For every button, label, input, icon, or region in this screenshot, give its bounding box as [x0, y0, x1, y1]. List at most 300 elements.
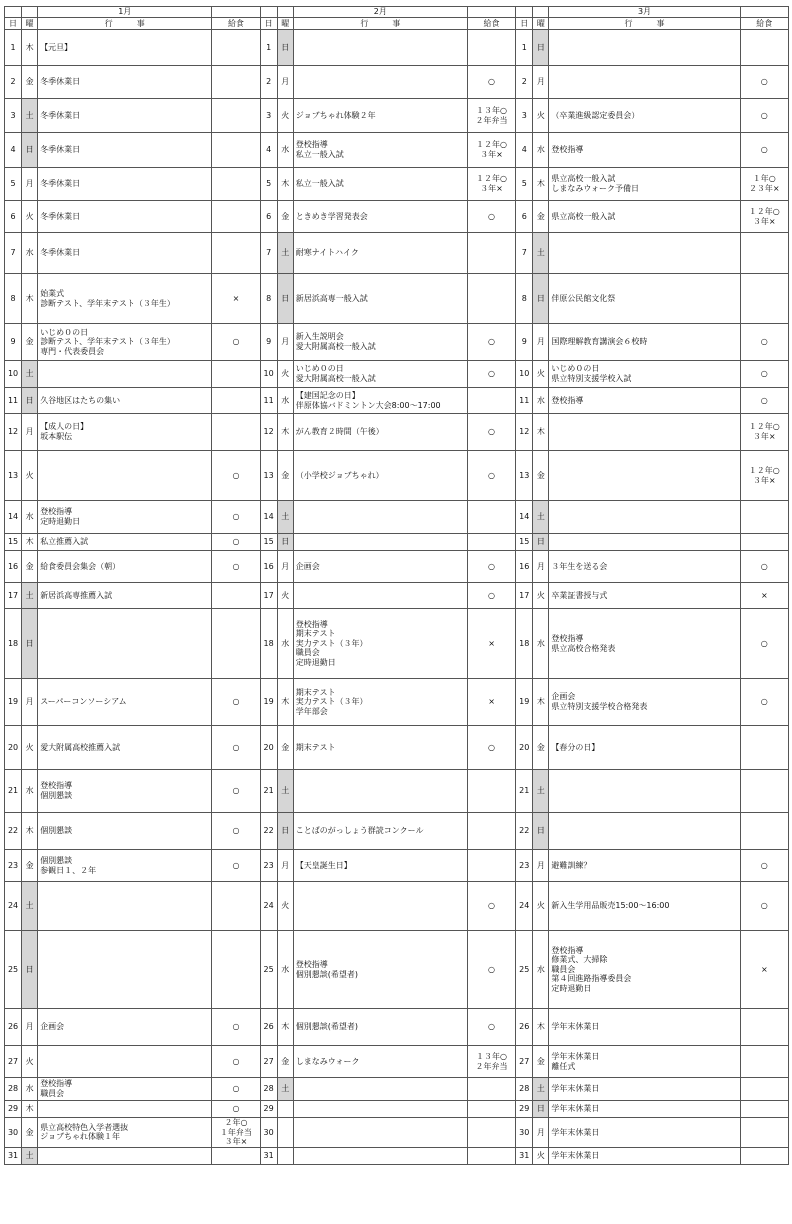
day-number: 23 — [516, 850, 533, 882]
lunch-status: １年○ ２３年× — [740, 168, 788, 201]
lunch-status: ○ — [212, 324, 260, 361]
lunch-status: ○ — [467, 931, 515, 1009]
event-text: 県立高校特色入学者選抜 ジョブちゃれ体験１年 — [38, 1118, 212, 1148]
event-text — [38, 931, 212, 1009]
month-spacer — [467, 7, 515, 18]
day-number: 27 — [260, 1046, 277, 1078]
weekday: 日 — [277, 534, 293, 551]
event-text: 期末テスト 実力テスト（３年） 学年部会 — [293, 679, 467, 726]
event-text — [38, 1046, 212, 1078]
lunch-status: ○ — [740, 99, 788, 133]
lunch-status: ○ — [740, 882, 788, 931]
event-text: 企画会 — [38, 1009, 212, 1046]
day-number: 1 — [260, 30, 277, 66]
lunch-status: ○ — [212, 1078, 260, 1101]
event-text: 卒業証書授与式 — [549, 583, 740, 609]
day-number: 15 — [260, 534, 277, 551]
weekday: 水 — [22, 770, 38, 813]
lunch-status — [212, 414, 260, 451]
school-calendar-table — [4, 6, 789, 1165]
day-number: 20 — [260, 726, 277, 770]
event-text: 避難訓練？ — [549, 850, 740, 882]
day-number: 14 — [260, 501, 277, 534]
event-text: 学年末休業日 — [549, 1101, 740, 1118]
event-text: 登校指導 私立一般入試 — [293, 133, 467, 168]
weekday: 土 — [277, 501, 293, 534]
event-text — [293, 534, 467, 551]
lunch-status: ○ — [740, 361, 788, 388]
day-number: 3 — [260, 99, 277, 133]
weekday: 日 — [277, 30, 293, 66]
weekday: 金 — [277, 1046, 293, 1078]
event-text: 新居浜高専一般入試 — [293, 274, 467, 324]
day-number: 3 — [516, 99, 533, 133]
lunch-status — [212, 133, 260, 168]
lunch-status: ２年○ １年弁当 ３年× — [212, 1118, 260, 1148]
weekday: 日 — [22, 133, 38, 168]
weekday: 月 — [22, 1009, 38, 1046]
month-spacer — [740, 7, 788, 18]
lunch-status — [740, 770, 788, 813]
day-row — [5, 388, 789, 414]
day-number: 12 — [5, 414, 22, 451]
weekday: 木 — [22, 534, 38, 551]
month-title: 3月 — [549, 7, 740, 18]
weekday: 月 — [277, 324, 293, 361]
weekday: 土 — [22, 361, 38, 388]
day-number: 9 — [516, 324, 533, 361]
lunch-status — [212, 583, 260, 609]
event-text: 私立推薦入試 — [38, 534, 212, 551]
lunch-status — [467, 770, 515, 813]
month-spacer — [516, 7, 533, 18]
weekday: 日 — [533, 274, 549, 324]
lunch-status — [212, 66, 260, 99]
event-text: 耐寒ナイトハイク — [293, 233, 467, 274]
lunch-status: ○ — [212, 770, 260, 813]
day-row — [5, 1009, 789, 1046]
day-number: 22 — [516, 813, 533, 850]
day-number: 19 — [516, 679, 533, 726]
day-number: 19 — [5, 679, 22, 726]
event-text: 登校指導 個別懇談(希望者) — [293, 931, 467, 1009]
event-text: 冬季休業日 — [38, 99, 212, 133]
day-row — [5, 882, 789, 931]
weekday-column-header: 曜 — [533, 18, 549, 30]
lunch-status: ○ — [212, 1101, 260, 1118]
day-number: 24 — [516, 882, 533, 931]
lunch-status: ○ — [467, 451, 515, 501]
lunch-status — [740, 1078, 788, 1101]
event-text: 国際理解教育講演会６校時 — [549, 324, 740, 361]
lunch-status: ○ — [212, 451, 260, 501]
day-row — [5, 133, 789, 168]
day-number: 21 — [516, 770, 533, 813]
event-text: 冬季休業日 — [38, 201, 212, 233]
weekday: 日 — [22, 388, 38, 414]
weekday: 火 — [533, 1147, 549, 1164]
lunch-status: １２年○ ３年× — [740, 414, 788, 451]
lunch-status: ○ — [467, 726, 515, 770]
event-text: 冬季休業日 — [38, 233, 212, 274]
event-text: 登校指導 定時退勤日 — [38, 501, 212, 534]
weekday: 火 — [277, 99, 293, 133]
weekday: 木 — [22, 1101, 38, 1118]
weekday: 木 — [533, 168, 549, 201]
events-column-header: 行 事 — [38, 18, 212, 30]
event-text: 新居浜高専推薦入試 — [38, 583, 212, 609]
event-text — [549, 770, 740, 813]
event-text: ３年生を送る会 — [549, 551, 740, 583]
day-number: 10 — [260, 361, 277, 388]
event-text — [38, 1147, 212, 1164]
day-row — [5, 324, 789, 361]
day-column-header: 日 — [260, 18, 277, 30]
meal-column-header: 給食 — [212, 18, 260, 30]
lunch-status: ○ — [467, 66, 515, 99]
weekday: 水 — [22, 1078, 38, 1101]
lunch-status — [740, 726, 788, 770]
lunch-status: ○ — [212, 551, 260, 583]
events-column-header: 行 事 — [293, 18, 467, 30]
event-text — [549, 233, 740, 274]
day-number: 8 — [516, 274, 533, 324]
lunch-status — [467, 501, 515, 534]
day-number: 26 — [260, 1009, 277, 1046]
meal-column-header: 給食 — [740, 18, 788, 30]
lunch-status — [740, 1009, 788, 1046]
day-row — [5, 1147, 789, 1164]
weekday: 土 — [22, 583, 38, 609]
weekday: 月 — [533, 1118, 549, 1148]
event-text: いじめ０の日 診断テスト、学年末テスト（３年生） 専門・代表委員会 — [38, 324, 212, 361]
weekday: 土 — [277, 233, 293, 274]
event-text — [38, 451, 212, 501]
day-number: 10 — [516, 361, 533, 388]
day-row — [5, 931, 789, 1009]
event-text — [549, 30, 740, 66]
day-number: 28 — [260, 1078, 277, 1101]
day-number: 17 — [5, 583, 22, 609]
weekday: 月 — [533, 850, 549, 882]
day-row — [5, 361, 789, 388]
month-header-row — [5, 7, 789, 18]
event-text: 始業式 診断テスト、学年末テスト（３年生） — [38, 274, 212, 324]
event-text: 久谷地区はたちの集い — [38, 388, 212, 414]
event-text — [293, 1078, 467, 1101]
day-number: 9 — [5, 324, 22, 361]
day-number: 25 — [5, 931, 22, 1009]
event-text: ことばのがっしょう群読コンクール — [293, 813, 467, 850]
lunch-status: ○ — [740, 551, 788, 583]
lunch-status — [467, 1078, 515, 1101]
day-number: 25 — [516, 931, 533, 1009]
day-number: 31 — [516, 1147, 533, 1164]
lunch-status: ○ — [740, 850, 788, 882]
day-row — [5, 201, 789, 233]
lunch-status: ○ — [740, 679, 788, 726]
lunch-status — [212, 1147, 260, 1164]
day-row — [5, 609, 789, 679]
lunch-status: ○ — [467, 882, 515, 931]
day-number: 24 — [260, 882, 277, 931]
weekday: 水 — [533, 133, 549, 168]
event-text: 【天皇誕生日】 — [293, 850, 467, 882]
weekday: 月 — [22, 168, 38, 201]
event-text: 【春分の日】 — [549, 726, 740, 770]
weekday: 木 — [22, 30, 38, 66]
day-number: 24 — [5, 882, 22, 931]
lunch-status — [467, 534, 515, 551]
day-number: 30 — [260, 1118, 277, 1148]
weekday: 水 — [277, 931, 293, 1009]
event-text: 学年末休業日 — [549, 1078, 740, 1101]
day-row — [5, 99, 789, 133]
month-title: 2月 — [293, 7, 467, 18]
event-text: 県立高校一般入試 しまなみウォーク予備日 — [549, 168, 740, 201]
day-number: 30 — [5, 1118, 22, 1148]
event-text — [293, 30, 467, 66]
lunch-status: ○ — [212, 1046, 260, 1078]
event-text — [293, 770, 467, 813]
lunch-status: １２年○ ３年× — [740, 201, 788, 233]
weekday: 月 — [277, 66, 293, 99]
day-number: 25 — [260, 931, 277, 1009]
event-text: 登校指導 — [549, 388, 740, 414]
event-text — [293, 1147, 467, 1164]
lunch-status — [740, 233, 788, 274]
day-number: 2 — [5, 66, 22, 99]
day-row — [5, 168, 789, 201]
day-number: 17 — [260, 583, 277, 609]
month-spacer — [22, 7, 38, 18]
weekday: 火 — [277, 882, 293, 931]
day-row — [5, 551, 789, 583]
day-column-header: 日 — [5, 18, 22, 30]
month-spacer — [277, 7, 293, 18]
weekday: 木 — [22, 274, 38, 324]
weekday: 火 — [22, 201, 38, 233]
weekday: 木 — [22, 813, 38, 850]
weekday: 日 — [533, 30, 549, 66]
day-number: 6 — [260, 201, 277, 233]
meal-column-header: 給食 — [467, 18, 515, 30]
event-text: 愛大附属高校推薦入試 — [38, 726, 212, 770]
lunch-status — [212, 30, 260, 66]
event-text — [293, 501, 467, 534]
lunch-status — [740, 1101, 788, 1118]
lunch-status: × — [740, 583, 788, 609]
day-number: 3 — [5, 99, 22, 133]
day-row — [5, 534, 789, 551]
lunch-status: ○ — [740, 609, 788, 679]
weekday: 木 — [533, 1009, 549, 1046]
weekday: 金 — [22, 850, 38, 882]
day-number: 26 — [5, 1009, 22, 1046]
day-row — [5, 583, 789, 609]
event-text: 企画会 県立特別支援学校合格発表 — [549, 679, 740, 726]
weekday: 木 — [277, 679, 293, 726]
event-text — [293, 583, 467, 609]
event-text: 登校指導 県立高校合格発表 — [549, 609, 740, 679]
day-number: 13 — [5, 451, 22, 501]
weekday: 土 — [533, 233, 549, 274]
event-text: 冬季休業日 — [38, 168, 212, 201]
day-number: 30 — [516, 1118, 533, 1148]
event-text — [293, 1118, 467, 1148]
weekday: 月 — [277, 850, 293, 882]
day-row — [5, 1046, 789, 1078]
month-title: 1月 — [38, 7, 212, 18]
lunch-status: × — [467, 609, 515, 679]
day-row — [5, 813, 789, 850]
lunch-status: × — [212, 274, 260, 324]
event-text: 伴原公民館文化祭 — [549, 274, 740, 324]
day-number: 31 — [260, 1147, 277, 1164]
lunch-status — [467, 1101, 515, 1118]
lunch-status — [467, 388, 515, 414]
weekday: 土 — [277, 770, 293, 813]
day-row — [5, 66, 789, 99]
lunch-status: ○ — [740, 388, 788, 414]
lunch-status — [740, 813, 788, 850]
lunch-status — [467, 1147, 515, 1164]
day-number: 13 — [516, 451, 533, 501]
event-text: ジョブちゃれ体験２年 — [293, 99, 467, 133]
event-text: 個別懇談(希望者) — [293, 1009, 467, 1046]
event-text: （小学校ジョブちゃれ） — [293, 451, 467, 501]
day-number: 19 — [260, 679, 277, 726]
weekday: 土 — [533, 770, 549, 813]
day-number: 31 — [5, 1147, 22, 1164]
weekday: 火 — [22, 1046, 38, 1078]
weekday: 日 — [22, 931, 38, 1009]
weekday: 金 — [533, 1046, 549, 1078]
weekday: 水 — [533, 388, 549, 414]
day-number: 29 — [260, 1101, 277, 1118]
weekday: 火 — [533, 99, 549, 133]
day-number: 23 — [5, 850, 22, 882]
weekday: 水 — [277, 609, 293, 679]
day-number: 4 — [516, 133, 533, 168]
day-number: 14 — [5, 501, 22, 534]
lunch-status: ○ — [467, 551, 515, 583]
weekday: 月 — [22, 679, 38, 726]
weekday: 日 — [533, 813, 549, 850]
month-spacer — [5, 7, 22, 18]
day-row — [5, 233, 789, 274]
event-text: いじめ０の日 県立特別支援学校入試 — [549, 361, 740, 388]
event-text: （卒業進級認定委員会） — [549, 99, 740, 133]
event-text: 企画会 — [293, 551, 467, 583]
day-number: 15 — [516, 534, 533, 551]
day-row — [5, 1101, 789, 1118]
weekday: 水 — [277, 388, 293, 414]
event-text: 登校指導 職員会 — [38, 1078, 212, 1101]
weekday: 土 — [533, 501, 549, 534]
day-number: 22 — [5, 813, 22, 850]
weekday: 火 — [22, 451, 38, 501]
weekday: 火 — [533, 882, 549, 931]
weekday: 日 — [22, 609, 38, 679]
event-text — [293, 66, 467, 99]
day-number: 11 — [260, 388, 277, 414]
event-text: 登校指導 修業式、大掃除 職員会 第４回進路指導委員会 定時退勤日 — [549, 931, 740, 1009]
weekday: 金 — [22, 324, 38, 361]
lunch-status: ○ — [740, 66, 788, 99]
day-row — [5, 850, 789, 882]
events-column-header: 行 事 — [549, 18, 740, 30]
event-text: 学年末休業日 離任式 — [549, 1046, 740, 1078]
weekday: 水 — [533, 931, 549, 1009]
day-number: 1 — [5, 30, 22, 66]
day-number: 29 — [5, 1101, 22, 1118]
weekday: 日 — [533, 1101, 549, 1118]
lunch-status: × — [467, 679, 515, 726]
weekday — [277, 1101, 293, 1118]
lunch-status: ○ — [212, 679, 260, 726]
weekday: 金 — [533, 201, 549, 233]
event-text: ときめき学習発表会 — [293, 201, 467, 233]
day-number: 6 — [5, 201, 22, 233]
weekday: 金 — [22, 551, 38, 583]
day-number: 16 — [260, 551, 277, 583]
weekday: 金 — [277, 201, 293, 233]
lunch-status: ○ — [212, 1009, 260, 1046]
event-text — [293, 1101, 467, 1118]
day-number: 10 — [5, 361, 22, 388]
weekday: 日 — [277, 813, 293, 850]
event-text — [549, 66, 740, 99]
day-number: 13 — [260, 451, 277, 501]
lunch-status: ○ — [212, 813, 260, 850]
lunch-status — [740, 534, 788, 551]
event-text — [549, 813, 740, 850]
event-text: 【元旦】 — [38, 30, 212, 66]
lunch-status — [740, 274, 788, 324]
day-row — [5, 30, 789, 66]
event-text: 個別懇談 — [38, 813, 212, 850]
lunch-status — [740, 501, 788, 534]
weekday: 月 — [22, 414, 38, 451]
weekday: 月 — [533, 324, 549, 361]
weekday: 金 — [533, 451, 549, 501]
day-number: 7 — [516, 233, 533, 274]
weekday: 日 — [533, 534, 549, 551]
lunch-status: ○ — [212, 850, 260, 882]
event-text: スーパーコンソーシアム — [38, 679, 212, 726]
month-spacer — [212, 7, 260, 18]
day-number: 18 — [5, 609, 22, 679]
month-spacer — [533, 7, 549, 18]
event-text: 新入生説明会 愛大附属高校一般入試 — [293, 324, 467, 361]
event-text: 冬季休業日 — [38, 66, 212, 99]
event-text: 登校指導 期末テスト 実力テスト（３年） 職員会 定時退勤日 — [293, 609, 467, 679]
weekday-column-header: 曜 — [22, 18, 38, 30]
day-number: 11 — [516, 388, 533, 414]
day-number: 2 — [516, 66, 533, 99]
lunch-status: ○ — [467, 201, 515, 233]
event-text: 期末テスト — [293, 726, 467, 770]
lunch-status — [467, 813, 515, 850]
weekday: 木 — [277, 168, 293, 201]
day-number: 12 — [516, 414, 533, 451]
day-row — [5, 501, 789, 534]
weekday: 金 — [533, 726, 549, 770]
lunch-status — [467, 233, 515, 274]
lunch-status — [212, 99, 260, 133]
weekday — [277, 1147, 293, 1164]
